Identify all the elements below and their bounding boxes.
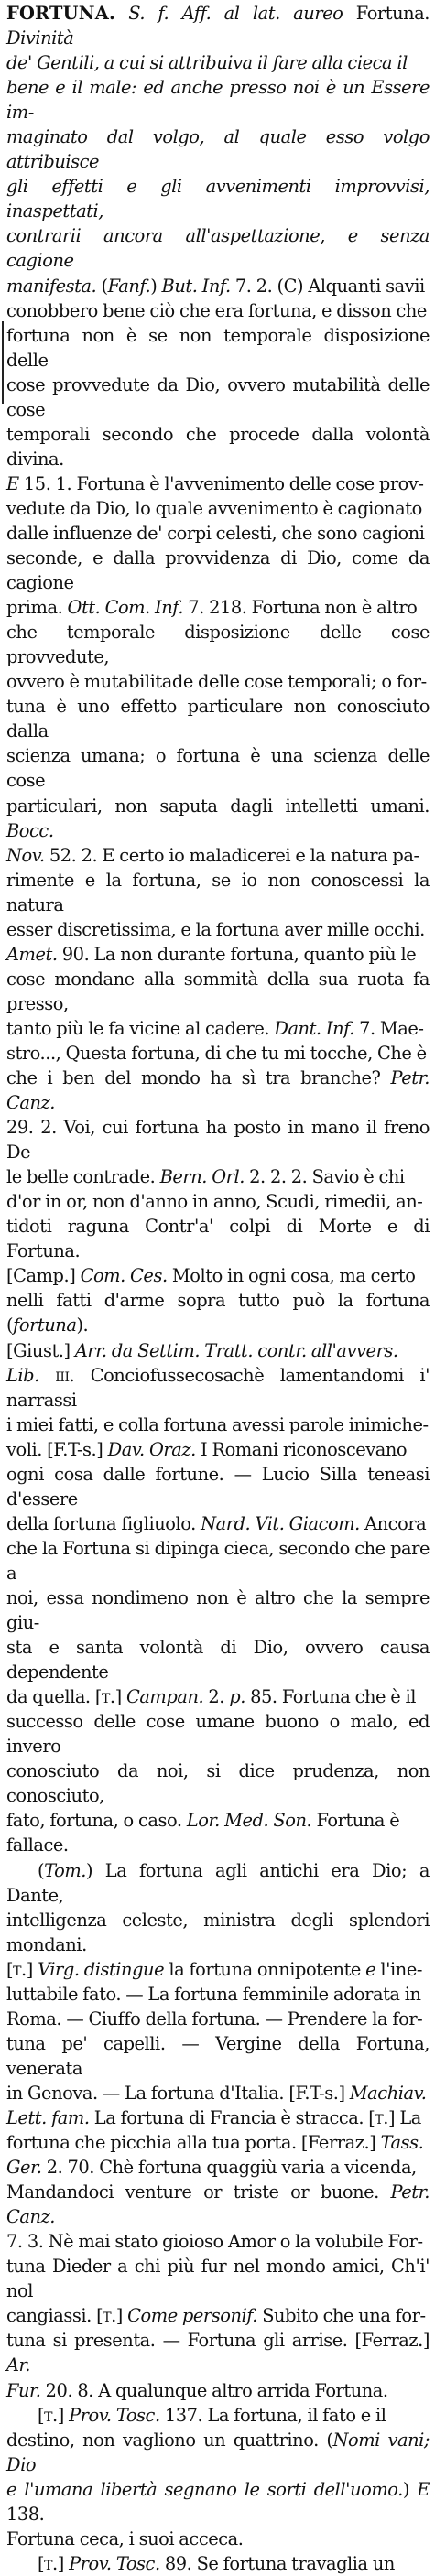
text-segment: t. xyxy=(44,2552,58,2574)
text-segment: [ xyxy=(38,2552,45,2574)
text-segment: Com. Ces. xyxy=(80,1265,172,1287)
text-segment: Tass. Ger. xyxy=(6,2132,424,2179)
text-segment: S. f. Aff. al lat. aureo xyxy=(128,3,356,24)
text-segment: Dav. Oraz. xyxy=(107,1438,201,1460)
text-segment: t. xyxy=(44,2404,58,2426)
text-segment: Fortuna. xyxy=(355,3,430,24)
text-segment: iii xyxy=(55,1364,70,1386)
text-segment: Fanf. xyxy=(107,275,151,297)
text-segment: 138. Fortuna ceca, i suoi acceca. xyxy=(6,2503,244,2549)
text-segment: Lor. Med. Son. xyxy=(186,1810,317,1832)
text-segment: ( xyxy=(38,1859,45,1881)
text-segment: 7. 2. (C) Alquanti savii conobbero bene ciò che era fortuna, e disson che fortuna non è se non temporale disposizione delle cose provvedute da Dio, ovvero mutabilità delle cose temporali secondo che procede dalla volontà divina. xyxy=(6,275,430,470)
text-segment: 15. 1. Fortuna è l'avvenimento delle cose prov- vedute da Dio, lo quale avvenimento è cagionato dalle influenze de' corpi celesti, che sono cagioni seconde, e dalla provvidenza di Dio, come da cagione prima. xyxy=(6,472,430,619)
text-segment: E xyxy=(417,2478,430,2500)
text-segment: 20. 8. A qualunque altro arrida Fortuna. xyxy=(45,2379,388,2401)
text-segment: ( xyxy=(101,275,108,297)
text-segment: Tom. xyxy=(44,1859,86,1881)
text-segment: p. xyxy=(229,1686,251,1708)
text-segment: Ancora che la Fortuna si dipinga cieca, secondo che pare a noi, essa nondimeno non è altro che la sempre giu- sta e santa volontà di Dio, ovvero causa dependente da quella. [ xyxy=(6,1512,430,1708)
text-segment: t. xyxy=(101,1686,115,1708)
text-segment: 52. 2. E certo io maladicerei e la natura pa- rimente e la fortuna, se io non conoscessi la natura esser discretissima, e la fortuna aver mille occhi. xyxy=(6,844,430,940)
text-segment: Dant. Inf. xyxy=(274,1017,360,1039)
text-segment: t. xyxy=(13,1958,27,1980)
text-segment: 7. Mae- stro..., Questa fortuna, di che tu mi tocche, Che è che i ben del mondo ha sì tra branche? xyxy=(6,1017,427,1089)
text-segment: 7. 3. Nè mai stato gioioso Amor o la volubile For- tuna Dieder a chi più fur nel mondo amici, Ch'i' nol cangiassi. [ xyxy=(6,2231,430,2327)
text-segment: Come personif. xyxy=(127,2305,263,2327)
text-segment: fortuna xyxy=(13,1315,77,1337)
text-segment: Virg. distingue xyxy=(38,1958,169,1980)
text-segment: Ott. Com. Inf. xyxy=(67,597,189,619)
text-segment: Prov. Tosc. xyxy=(69,2552,165,2574)
entry-proverb-137 xyxy=(6,2403,430,2551)
entry-headword: FORTUNA. xyxy=(6,3,115,24)
text-segment: la fortuna onnipotente xyxy=(169,1958,366,1980)
text-segment: ). [Giust.] xyxy=(6,1315,89,1361)
text-segment: Fortuna è fallace. xyxy=(6,1810,400,1856)
text-segment: [ xyxy=(38,2404,45,2426)
text-segment: Campan. xyxy=(125,1686,209,1708)
text-segment: 89. Se fortuna travaglia un xyxy=(164,2552,395,2574)
text-segment: t. xyxy=(375,2106,389,2128)
text-segment: La fortuna di Francia è stracca. [ xyxy=(93,2106,375,2128)
text-segment: Nomi vani; Dio e l'umana libertà segnano le sorti dell'uomo. xyxy=(6,2429,430,2500)
text-segment: But. Inf. xyxy=(161,275,235,297)
text-segment: t. xyxy=(103,2305,116,2327)
text-segment: Divinità de' Gentili, a cui si attribuiva il fare alla cieca il bene e il male: ed anche presso noi è un Essere im- maginato dal volgo, al quale esso volgo attribuisce gli effetti e gli avvenimenti improvvisi, inaspettati, contrarii ancora all'aspettazione, e senza cagione manifesta. xyxy=(6,27,430,297)
text-segment: ) xyxy=(150,275,162,297)
text-segment: E xyxy=(6,472,24,494)
text-segment: Molto in ogni cosa, ma certo nelli fatti d'arme sopra tutto può la fortuna ( xyxy=(6,1265,430,1337)
text-segment: l'ine- luttabile fato. — La fortuna femminile adorata in Roma. — Ciuffo della fortuna. — Prendere la for- tuna pe' capelli. — Vergine della Fortuna, venerata in Genova. — La fortuna d'Italia. [F.T-s.] xyxy=(6,1958,430,2104)
text-segment: e xyxy=(365,1958,381,1980)
margin-rule xyxy=(2,321,4,404)
text-segment: 7. 218. Fortuna non è altro che temporale disposizione delle cose provvedute, ovvero è mutabilitade delle cose temporali; o for- tuna è uno effetto particulare non conosciuto dalla scienza umana; o fortuna è una scienza delle cose particulari, non saputa dagli intelletti umani. xyxy=(6,597,430,817)
text-segment: Machiav. Lett. fam. xyxy=(6,2082,427,2128)
text-segment: ] La fortuna che picchia alla tua porta. [Ferraz.] xyxy=(6,2106,421,2154)
text-segment: ] xyxy=(26,1958,38,1980)
entry-proverb-89 xyxy=(6,2551,430,2576)
text-segment: ] xyxy=(57,2552,70,2574)
text-segment: Petr. Canz. xyxy=(6,2181,430,2228)
text-segment: 29. 2. Voi, cui fortuna ha posto in mano il freno De le belle contrade. xyxy=(6,1117,430,1188)
text-segment: ) La fortuna agli antichi era Dio; a Dante, intelligenza celeste, ministra degli splendori mondani. [ xyxy=(6,1859,430,1980)
text-segment: Bocc. Nov. xyxy=(6,819,54,866)
text-segment: Petr. Canz. xyxy=(6,1067,430,1114)
text-segment: 2. 70. Chè fortuna quaggiù varia a vicenda, Mandandoci venture or triste or buone. xyxy=(6,2157,417,2203)
entry-definition xyxy=(6,1,430,1858)
text-segment: 137. La fortuna, il fato e il destino, non vagliono un quattrino. ( xyxy=(6,2404,386,2451)
text-segment: Subito che una for- tuna si presenta. — Fortuna gli arrise. [Ferraz.] xyxy=(6,2305,430,2352)
text-segment: Prov. Tosc. xyxy=(69,2404,165,2426)
text-segment: I Romani riconoscevano ogni cosa dalle fortune. — Lucio Silla teneasi d'essere della fortuna figliuolo. xyxy=(6,1438,430,1534)
text-segment: . Conciofussecosachè lamentandomi i' narrassi i miei fatti, e colla fortuna avessi parole inimiche- voli. [F.T-s.] xyxy=(6,1364,430,1460)
text-segment: ] xyxy=(114,1686,126,1708)
text-segment: Bern. Orl. xyxy=(159,1166,250,1188)
text-segment: ] xyxy=(57,2404,70,2426)
text-segment: ] xyxy=(115,2305,128,2327)
text-segment: 2. xyxy=(208,1686,230,1708)
text-segment: Nard. Vit. Giacom. xyxy=(201,1512,365,1534)
text-segment: Amet. xyxy=(6,943,62,965)
text-segment: Arr. da Settim. Tratt. contr. all'avvers. Lib. xyxy=(6,1339,398,1386)
text-segment: 85. Fortuna che è il successo delle cose umane buono o malo, ed invero conosciuto da noi, si dice prudenza, non conosciuto, fato, fortuna, o caso. xyxy=(6,1686,430,1832)
text-segment: ) xyxy=(402,2478,418,2500)
text-segment: Ar. Fur. xyxy=(6,2354,41,2401)
text-segment: 90. La non durante fortuna, quanto più le cose mondane alla sommità della sua ruota fa presso, tanto più le fa vicine al cadere. xyxy=(6,943,430,1039)
entry-tommaseo-note xyxy=(6,1858,430,2403)
text-segment: 2. 2. 2. Savio è chi d'or in or, non d'anno in anno, Scudi, rimedii, an- tidoti raguna Contr'a' colpi di Morte e di Fortuna. [Camp.] xyxy=(6,1166,430,1287)
